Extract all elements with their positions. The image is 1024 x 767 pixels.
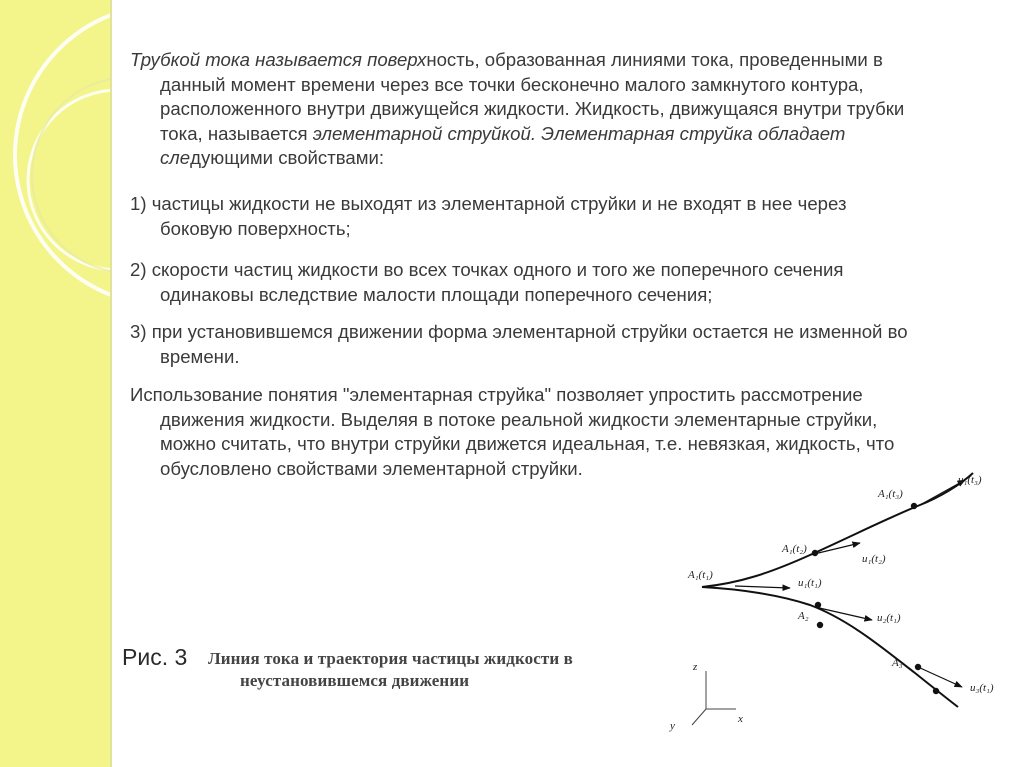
vector-u1t1: [735, 586, 790, 588]
definition-segment: элементарной струйкой. Элементарная струйка обладает: [312, 122, 846, 144]
property-3-line-1: 3) при установившемся движении форма элементарной струйки остается не изменной во: [130, 321, 908, 342]
point-a3-offset: [933, 688, 939, 694]
point-a2: [815, 602, 821, 608]
label-u3t1: u₃(t₁): [970, 682, 994, 694]
definition-line-2: [130, 73, 1010, 98]
property-2-line-2: одинаковы вследствие малости площади поперечного сечения;: [160, 283, 713, 305]
point-a2-offset: [817, 622, 823, 628]
vector-u2t1: [815, 607, 872, 620]
definition-line-5: [130, 146, 1010, 171]
property-2-line-1: 2) скорости частиц жидкости во всех точках одного и того же поперечного сечения: [130, 259, 844, 280]
streamline-upper: [702, 473, 973, 587]
axis-y-label: y: [670, 720, 675, 732]
property-item-1: [130, 192, 1010, 241]
figure-caption-line-2: неустановившемся движении: [240, 671, 470, 690]
property-item-2: [130, 258, 1010, 307]
property-3-line-2: времени.: [160, 345, 240, 367]
axis-z-label: z: [693, 661, 698, 673]
definition-line-1: [130, 48, 1010, 73]
label-a1t3: A₁(t₃): [878, 488, 903, 500]
definition-segment: дующими свойствами:: [190, 147, 385, 168]
decorative-arcs: [0, 0, 112, 767]
point-a3: [915, 664, 921, 670]
label-a2: A₂: [798, 610, 809, 622]
definition-line-4: [130, 122, 1010, 147]
definition-line-3: [130, 97, 1010, 122]
usage-line-1: Использование понятия "элементарная струйка" позволяет упростить рассмотрение: [130, 384, 863, 405]
point-a1t2: [812, 550, 818, 556]
decorative-side-band: [0, 0, 112, 767]
property-1-line-2: боковую поверхность;: [160, 217, 351, 239]
definition-segment: тока, называется: [160, 122, 313, 144]
usage-line-2: движения жидкости. Выделяя в потоке реальной жидкости элементарные струйки,: [160, 408, 878, 430]
usage-line-3: можно считать, что внутри струйки движется идеальная, т.е. невязкая, жидкость, что: [160, 433, 895, 454]
label-u1t2: u₁(t₂): [862, 553, 886, 565]
label-a1t2: A₁(t₂): [782, 543, 807, 555]
property-1-line-1: 1) частицы жидкости не выходят из элементарной струйки и не входят в нее через: [130, 193, 847, 214]
definition-segment: ность, образованная линиями тока, проведенными в: [426, 49, 883, 70]
definition-segment: расположенного внутри движущейся жидкости. Жидкость, движущаяся внутри трубки: [160, 98, 905, 119]
label-u1t1: u₁(t₁): [798, 577, 822, 589]
streamline-diagram: [630, 455, 1024, 767]
point-a1t3: [911, 503, 917, 509]
label-a3: A₃: [892, 657, 903, 669]
figure-label: Рис. 3: [122, 644, 188, 670]
label-a1t1: A₁(t₁): [688, 569, 713, 581]
vector-u3t1: [918, 667, 962, 687]
label-u1t3: u₁(t₃): [958, 474, 982, 486]
definition-segment: Трубкой тока называется поверх: [130, 49, 427, 70]
definition-segment: сле: [160, 147, 191, 168]
axis-x-label: x: [738, 713, 743, 725]
definition-paragraph: [130, 48, 1010, 171]
figure-caption-line-1: Линия тока и траектория частицы жидкости в: [208, 649, 573, 668]
label-u2t1: u₂(t₁): [877, 612, 901, 624]
definition-segment: данный момент времени через все точки бесконечно малого замкнутого контура,: [160, 73, 864, 95]
streamline-lower: [702, 587, 958, 707]
figure-caption: [208, 648, 573, 692]
usage-line-4: обусловлено свойствами элементарной струйки.: [160, 457, 583, 479]
coordinate-axes: [692, 671, 736, 725]
property-item-3: [130, 320, 1010, 369]
